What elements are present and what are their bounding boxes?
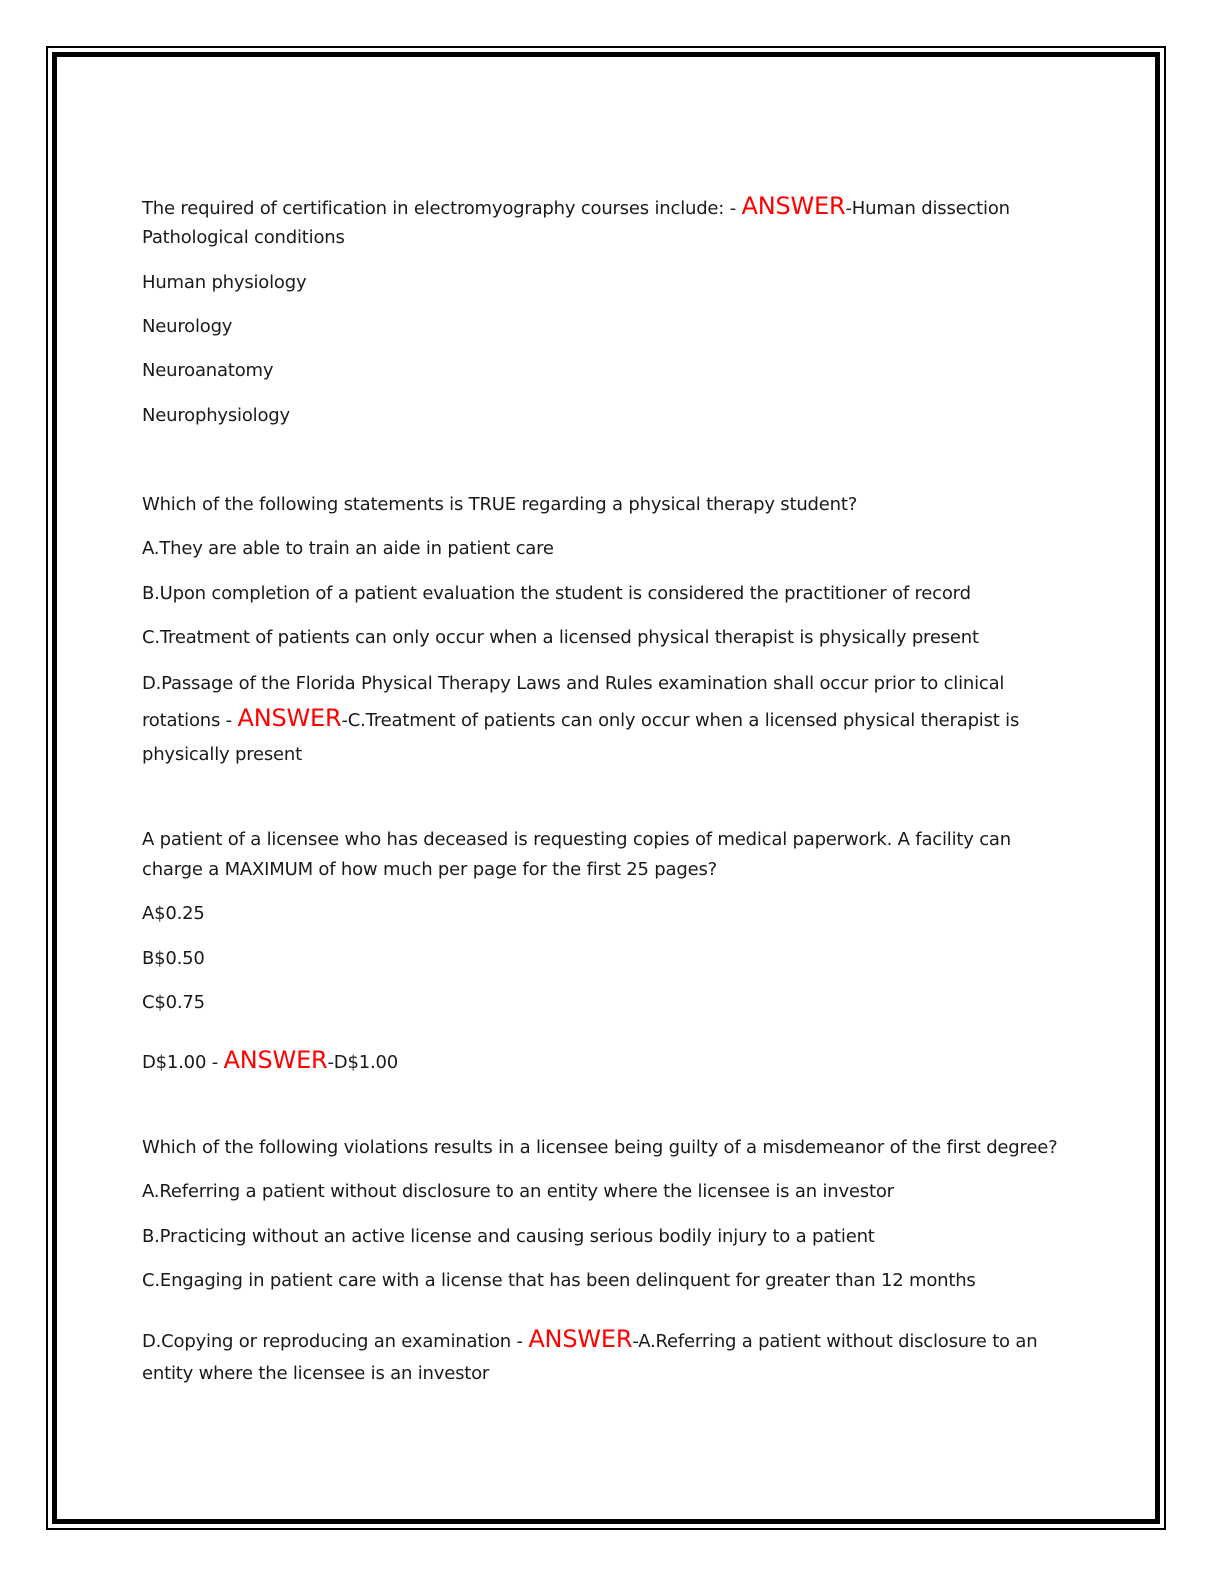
q2-prompt: Which of the following statements is TRUE regarding a physical therapy student? <box>142 494 858 515</box>
q4-answer: -A.Referring a patient without disclosure to an entity where the licensee is an investor <box>142 1331 1038 1384</box>
q1-item: Neurophysiology <box>142 405 290 426</box>
q2-option-c: C.Treatment of patients can only occur when a licensed physical therapist is physically present <box>142 627 979 648</box>
q4-option-a: A.Referring a patient without disclosure to an entity where the licensee is an investor <box>142 1181 894 1202</box>
q3-option-b: B$0.50 <box>142 948 205 969</box>
q4-prompt: Which of the following violations results in a licensee being guilty of a misdemeanor of the first degree? <box>142 1137 1058 1158</box>
answer-label: ANSWER <box>237 704 342 732</box>
q2-answer: -C.Treatment of patients can only occur when a licensed physical therapist is physically present <box>142 710 1020 765</box>
answer-label: ANSWER <box>223 1046 328 1074</box>
q1-item: Neurology <box>142 316 233 337</box>
q4-option-d: D.Copying or reproducing an examination - ANSWER-A.Referring a patient without disclosure to an entity where the licensee is an investor <box>142 1325 1038 1384</box>
q3-prompt-line2: charge a MAXIMUM of how much per page for the first 25 pages? <box>142 859 717 880</box>
q1-prompt: The required of certification in electromyography courses include: - ANSWER-Human dissection <box>142 192 1010 220</box>
q3-answer: -D$1.00 <box>327 1052 399 1073</box>
q2-option-d: D.Passage of the Florida Physical Therapy Laws and Rules examination shall occur prior to clinical rotations - ANSWER-C.Treatment of patients can only occur when a licensed physical therapist is physically present <box>142 673 1020 765</box>
q1-item: Neuroanatomy <box>142 360 274 381</box>
q2-option-a: A.They are able to train an aide in patient care <box>142 538 554 559</box>
q4-option-c: C.Engaging in patient care with a license that has been delinquent for greater than 12 months <box>142 1270 976 1291</box>
q1-answer-first: -Human dissection <box>845 198 1010 219</box>
q3-option-c: C$0.75 <box>142 992 205 1013</box>
answer-label: ANSWER <box>741 192 846 220</box>
answer-label: ANSWER <box>528 1325 633 1353</box>
q1-item: Human physiology <box>142 272 307 293</box>
q3-option-d: D$1.00 - ANSWER-D$1.00 <box>142 1046 399 1074</box>
q2-option-b: B.Upon completion of a patient evaluation the student is considered the practitioner of record <box>142 583 971 604</box>
q4-option-b: B.Practicing without an active license and causing serious bodily injury to a patient <box>142 1226 875 1247</box>
q3-prompt-line1: A patient of a licensee who has deceased is requesting copies of medical paperwork. A facility can <box>142 829 1011 850</box>
q3-option-a: A$0.25 <box>142 903 205 924</box>
q1-item: Pathological conditions <box>142 227 345 248</box>
